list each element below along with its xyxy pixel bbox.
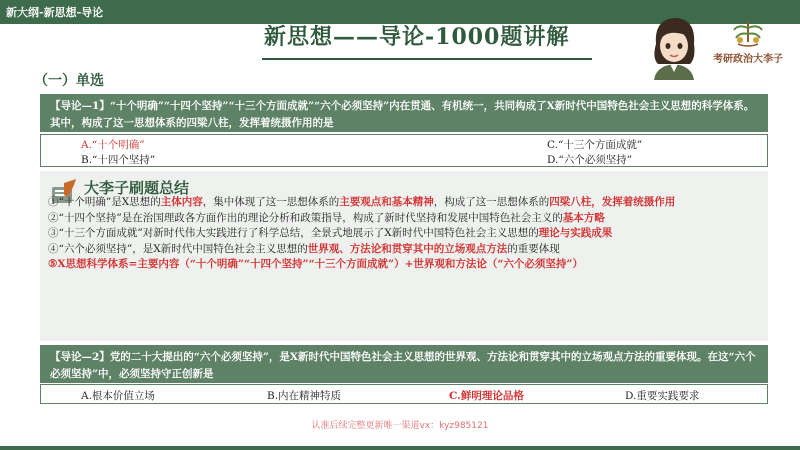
option-c[interactable]: C.“十三个方面成就” bbox=[547, 139, 643, 151]
avatar-icon bbox=[644, 14, 704, 80]
summary-2-highlight: 基本方略 bbox=[562, 211, 605, 224]
section-label: （一）单选 bbox=[34, 73, 104, 89]
option-b[interactable]: B.内在精神特质 bbox=[267, 390, 342, 402]
option-b[interactable]: B.“十四个坚持” bbox=[81, 154, 156, 166]
option-d[interactable]: D.重要实践要求 bbox=[625, 390, 700, 402]
title-underline bbox=[262, 58, 592, 60]
option-a[interactable]: A.“十个明确” bbox=[81, 139, 145, 151]
question-1-options bbox=[40, 134, 768, 167]
summary-1-text-c: ，构成了这一思想体系的 bbox=[433, 196, 550, 208]
logo-icon bbox=[704, 18, 792, 74]
summary-title: 大李子刷题总结 bbox=[84, 179, 190, 197]
question-2-text: 党的二十大提出的“六个必须坚持”，是X新时代中国特色社会主义思想的世界观、方法论和贯穿其中的立场观点方法的重要体现。在这“六个必须坚持”中，必须坚持守正创新是 bbox=[50, 351, 756, 380]
summary-1-highlight-c: 四梁八柱，发挥着统摄作用 bbox=[549, 196, 676, 208]
question-1-prefix: 【导论—1】 bbox=[50, 100, 110, 112]
option-d[interactable]: D.“六个必须坚持” bbox=[547, 154, 633, 166]
summary-1-text-a: ①“十个明确”是X思想的 bbox=[48, 196, 161, 208]
summary-1-highlight-a: 主体内容 bbox=[160, 196, 203, 208]
summary-panel bbox=[40, 171, 768, 341]
summary-4-text-b: 的重要体现 bbox=[507, 242, 560, 255]
summary-3-text: ③“十三个方面成就”对新时代伟大实践进行了科学总结，全景式地展示了X新时代中国特色社会主义思想的 bbox=[48, 227, 539, 239]
summary-1-text-b: ，集中体现了这一思想体系的 bbox=[202, 196, 340, 208]
option-c[interactable]: C.鲜明理论品格 bbox=[449, 390, 524, 402]
course-label: 新大纲-新思想-导论 bbox=[6, 6, 104, 19]
summary-2-text: ②“十四个坚持”是在治国理政各方面作出的理论分析和政策指导，构成了新时代坚持和发展中国特色社会主义的 bbox=[48, 211, 563, 224]
watermark: 认准后续完整更新唯一渠道vx：kyz985121 bbox=[311, 421, 489, 431]
question-2-options bbox=[40, 384, 768, 404]
summary-3-highlight: 理论与实践成果 bbox=[538, 227, 613, 239]
question-2-prefix: 【导论—2】 bbox=[50, 351, 110, 363]
summary-4-text-a: ④“六个必须坚持”，是X新时代中国特色社会主义思想的 bbox=[48, 242, 308, 255]
logo-text: 考研政治大李子 bbox=[713, 54, 783, 65]
question-1-stem bbox=[40, 94, 768, 132]
bottom-bar bbox=[0, 446, 800, 450]
option-a[interactable]: A.根本价值立场 bbox=[81, 390, 155, 402]
summary-4-highlight: 世界观、方法论和贯穿其中的立场观点方法 bbox=[307, 242, 508, 255]
summary-text bbox=[48, 195, 760, 273]
question-2-stem bbox=[40, 345, 768, 383]
question-1-text: “十个明确”“十四个坚持”“十三个方面成就”“六个必须坚持”内在贯通、有机统一，共同构成了X新时代中国特色社会主义思想的科学体系。其中，构成了这一思想体系的四梁八柱，发挥着统摄作用的是 bbox=[50, 100, 755, 129]
summary-5-highlight: ⑤X思想科学体系=主要内容（“十个明确”“十四个坚持”“十三个方面成就”）+世界观和方法论（“六个必须坚持”） bbox=[48, 258, 583, 270]
summary-1-highlight-b: 主要观点和基本精神 bbox=[339, 196, 434, 208]
page-title: 新思想——导论-1000题讲解 bbox=[264, 24, 570, 50]
